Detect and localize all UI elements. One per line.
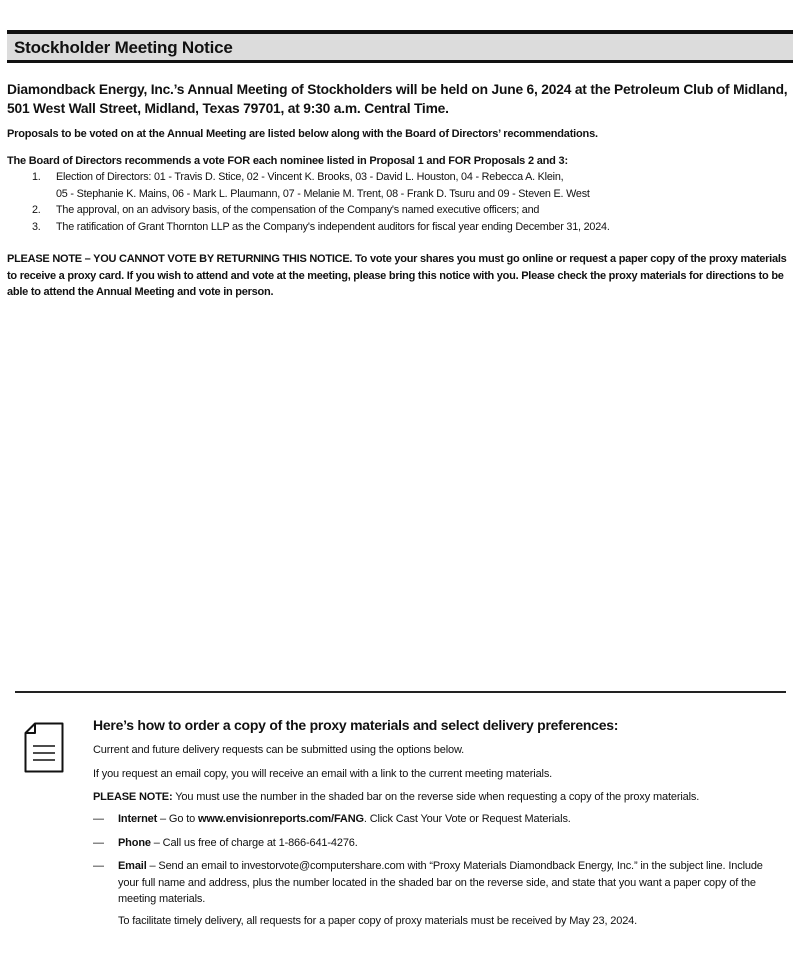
delivery-requests-text: Current and future delivery requests can be submitted using the options below.	[93, 744, 465, 756]
meeting-headline: Diamondback Energy, Inc.’s Annual Meeting of Stockholders will be held on June 6, 2024 at the Petroleum Club of Midland, 501 West Wall Street, Midland, Texas 79701, at 9:30 a.m. Central Time.	[7, 82, 788, 116]
phone-option	[93, 835, 783, 852]
phone-label: Phone	[118, 837, 151, 849]
title-bar	[7, 30, 793, 63]
email-label: Email	[118, 860, 147, 872]
timely-delivery-note	[93, 913, 783, 930]
dash-bullet: —	[93, 860, 104, 872]
proposal-text: Election of Directors: 01 - Travis D. Stice, 02 - Vincent K. Brooks, 03 - David L. Houston, 04 - Rebecca A. Klein,	[56, 171, 564, 183]
proposal-text-continued: 05 - Stephanie K. Mains, 06 - Mark L. Plaumann, 07 - Melanie M. Trent, 08 - Frank D. Tsuru and 09 - Steven E. West	[56, 187, 590, 200]
email-text: – Send an email to investorvote@computershare.com with “Proxy Materials Diamondback Energy, Inc.” in the subject line. Include your full name and address, plus the number located in the shaded bar on the reverse side, and state that you want a paper copy of the meeting materials.	[118, 860, 763, 905]
proposals-intro: Proposals to be voted on at the Annual Meeting are listed below along with the Board of Directors’ recommendations.	[7, 128, 598, 140]
internet-option	[93, 811, 783, 828]
proposal-list	[0, 169, 790, 235]
order-note	[93, 789, 783, 805]
proposal-number: 1.	[32, 171, 41, 183]
order-note-label: PLEASE NOTE:	[93, 791, 173, 803]
phone-text: – Call us free of charge at 1-866-641-4276.	[150, 837, 358, 849]
proposal-number: 3.	[32, 220, 41, 233]
internet-label: Internet	[118, 813, 158, 825]
section-divider	[15, 691, 786, 693]
internet-url-link[interactable]: www.envisionreports.com/FANG	[197, 813, 364, 825]
email-copy-text: If you request an email copy, you will receive an email with a link to the current meeting materials.	[93, 768, 553, 780]
timely-delivery-text: To facilitate timely delivery, all requests for a paper copy of proxy materials must be received by May 23, 2024.	[118, 915, 638, 927]
internet-text-end: . Click Cast Your Vote or Request Materials.	[363, 813, 571, 825]
proposal-item	[0, 202, 790, 219]
internet-text: – Go to	[157, 813, 198, 825]
proposal-item	[0, 219, 790, 236]
order-section-title: Here’s how to order a copy of the proxy materials and select delivery preferences:	[93, 717, 619, 733]
email-option	[93, 858, 783, 908]
please-note-block: PLEASE NOTE – YOU CANNOT VOTE BY RETURNING THIS NOTICE. To vote your shares you must go online or request a paper copy of the proxy materials to receive a proxy card. If you wish to attend and vote at the meeting, please bring this notice with you. Please check the proxy materials for directions to be able to attend the Annual Meeting and vote in person.	[7, 253, 787, 298]
order-note-text: You must use the number in the shaded bar on the reverse side when requesting a copy of the proxy materials.	[172, 791, 700, 803]
proposal-text: The approval, on an advisory basis, of the compensation of the Company's named executive officers; and	[56, 204, 540, 216]
proposal-item	[0, 169, 790, 202]
page-title: Stockholder Meeting Notice	[14, 38, 233, 57]
dash-bullet: —	[93, 837, 104, 849]
proposal-number: 2.	[32, 204, 41, 216]
dash-bullet: —	[93, 813, 104, 825]
proposal-text: The ratification of Grant Thornton LLP as the Company's independent auditors for fiscal year ending December 31, 2024.	[56, 220, 610, 233]
document-icon	[23, 722, 65, 778]
board-recommendation: The Board of Directors recommends a vote FOR each nominee listed in Proposal 1 and FOR Proposals 2 and 3:	[7, 155, 568, 167]
